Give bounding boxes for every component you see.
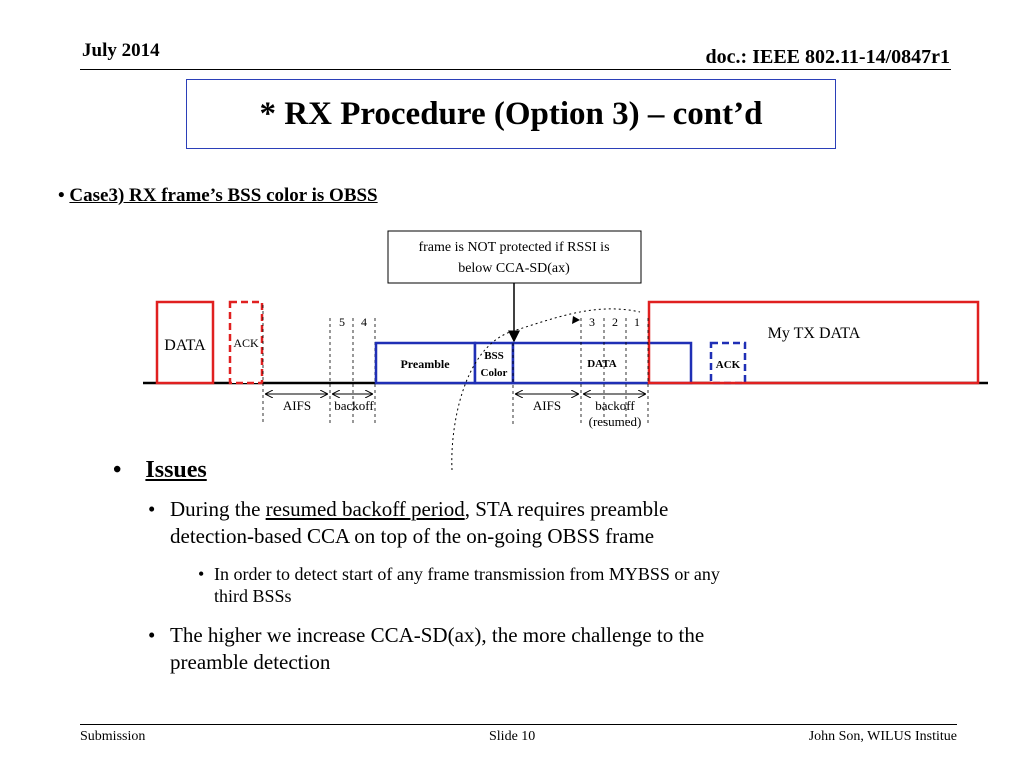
footer-rule bbox=[80, 724, 957, 725]
footer-submission: Submission bbox=[80, 729, 146, 744]
header-doc-id: doc.: IEEE 802.11-14/0847r1 bbox=[705, 46, 950, 68]
slot-number-2: 2 bbox=[612, 315, 618, 329]
bullet-dot: • bbox=[198, 564, 205, 584]
data-frame-left-label: DATA bbox=[164, 337, 206, 354]
slot-number-5: 5 bbox=[339, 315, 345, 329]
bullet-detect-start bbox=[198, 563, 720, 607]
bullet-issues bbox=[113, 457, 207, 484]
b3-line1: In order to detect start of any frame transmission from MYBSS or any bbox=[214, 564, 720, 584]
bullet-resumed-backoff bbox=[148, 496, 669, 550]
b3-line2: third BSSs bbox=[214, 586, 292, 606]
b2-line2: detection-based CCA on top of the on-going OBSS frame bbox=[170, 524, 655, 548]
header-date: July 2014 bbox=[82, 40, 160, 61]
preamble-label: Preamble bbox=[400, 357, 450, 371]
backoff-left-label: backoff bbox=[334, 398, 374, 413]
bullet-line bbox=[170, 496, 668, 523]
aifs-left-label: AIFS bbox=[282, 398, 312, 413]
dotted-curve-arrow bbox=[452, 309, 640, 470]
slot-number-4: 4 bbox=[361, 315, 367, 329]
b2-underlined: resumed backoff period bbox=[265, 497, 465, 521]
bullet-cca-sd bbox=[148, 622, 705, 676]
obss-data-label: DATA bbox=[587, 358, 617, 370]
bss-color-label-2: Color bbox=[480, 367, 508, 379]
my-tx-data-label: My TX DATA bbox=[767, 325, 861, 342]
resumed-label: (resumed) bbox=[588, 414, 642, 429]
footer-author: John Son, WILUS Institue bbox=[808, 729, 957, 744]
footer-slide-number: Slide 10 bbox=[489, 729, 536, 744]
b4-line2: preamble detection bbox=[170, 650, 331, 674]
b4-line1: The higher we increase CCA-SD(ax), the more challenge to the bbox=[170, 623, 705, 647]
case-bullet: • bbox=[58, 185, 70, 206]
callout-line2: below CCA-SD(ax) bbox=[458, 261, 570, 276]
slot-number-3: 3 bbox=[589, 315, 595, 329]
my-tx-data-frame bbox=[649, 302, 978, 383]
ack-frame-left-label: ACK bbox=[233, 336, 259, 350]
bss-color-label-1: BSS bbox=[484, 350, 504, 362]
backoff-right-label: backoff bbox=[595, 398, 635, 413]
b2-prefix: During the bbox=[170, 497, 266, 521]
bullet-dot: • bbox=[148, 623, 156, 647]
case-heading-text: Case3) RX frame’s BSS color is OBSS bbox=[69, 185, 378, 206]
dotted-curve-arrow-head bbox=[572, 316, 580, 324]
slot-number-1: 1 bbox=[634, 315, 640, 329]
callout-line1: frame is NOT protected if RSSI is bbox=[418, 240, 610, 255]
issues-heading: Issues bbox=[145, 457, 207, 483]
aifs-right-label: AIFS bbox=[532, 398, 562, 413]
b2-suffix: , STA requires preamble bbox=[464, 497, 669, 521]
bullet-dot: • bbox=[148, 497, 156, 521]
bullet-dot: • bbox=[113, 457, 122, 483]
slide-title: * RX Procedure (Option 3) – cont’d bbox=[259, 95, 763, 132]
ack-frame-right-label: ACK bbox=[715, 359, 741, 371]
